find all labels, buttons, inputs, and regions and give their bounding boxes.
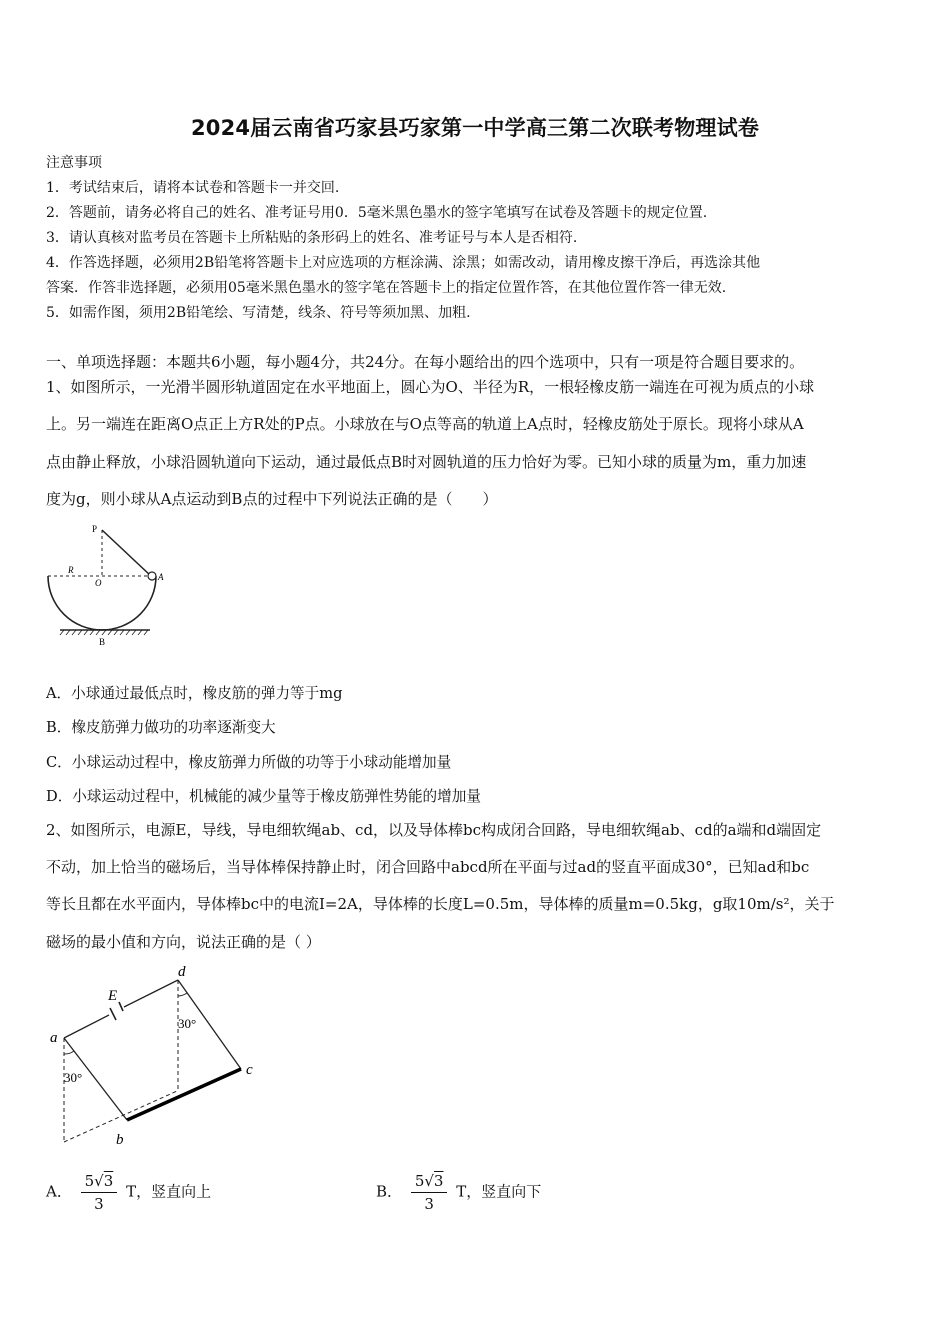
wire-a-to-source: [64, 1015, 109, 1038]
label-angle-a: 30°: [64, 1070, 83, 1085]
section-heading: 一、单项选择题：本题共6小题，每小题4分，共24分。在每小题给出的四个选项中，只有一项是符合题目要求的。: [46, 353, 805, 371]
label-d-pt: d: [178, 964, 186, 980]
battery-plate-1: [110, 1008, 116, 1020]
notice-item-4: 4．作答选择题，必须用2B铅笔将答题卡上对应选项的方框涂满、涂黑；如需改动，请用橡皮擦干净后，再选涂其他: [46, 255, 761, 271]
label-b-pt: b: [116, 1132, 124, 1148]
q2-option-a-coef: 5: [84, 1172, 95, 1190]
battery-plate-2: [119, 1002, 123, 1011]
q2-figure: [44, 958, 274, 1150]
q1-line-2: 上。另一端连在距离O点正上方R处的P点。小球放在与O点等高的轨道上A点时，轻橡皮筋处于原长。现将小球从A: [46, 415, 804, 433]
angle-arc-a: [64, 1051, 74, 1054]
q1-line-4: 度为g，则小球从A点运动到B点的过程中下列说法正确的是（ ）: [46, 490, 498, 508]
q1-line-1: 1、如图所示，一光滑半圆形轨道固定在水平地面上，圆心为O、半径为R，一根轻橡皮筋一端连在可视为质点的小球: [46, 378, 815, 396]
q2-option-b-letter: B．: [376, 1182, 403, 1201]
q2-option-b-root: 3: [433, 1172, 444, 1190]
angle-arc-d: [178, 993, 187, 996]
label-a: A: [158, 572, 164, 582]
rubber-band: [102, 530, 151, 576]
label-p: P: [92, 524, 98, 534]
ball-icon: [148, 572, 156, 580]
q2-option-b-den: 3: [424, 1195, 434, 1213]
wire-source-to-d: [124, 980, 178, 1007]
q2-line-4: 磁场的最小值和方向，说法正确的是（ ）: [46, 933, 321, 951]
q2-option-b-coef: 5: [414, 1172, 425, 1190]
q1-line-3: 点由静止释放，小球沿圆轨道向下运动，通过最低点B时对圆轨道的压力恰好为零。已知小球的质量为m，重力加速: [46, 453, 807, 471]
label-a-pt: a: [50, 1030, 58, 1046]
q2-option-b: [376, 1172, 541, 1213]
label-o: O: [95, 578, 102, 588]
label-c-pt: c: [246, 1062, 253, 1078]
notice-item-2: 2．答题前，请务必将自己的姓名、准考证号用0．5毫米黑色墨水的签字笔填写在试卷及答题卡的规定位置.: [46, 205, 708, 221]
q1-option-d: D．小球运动过程中，机械能的减少量等于橡皮筋弹性势能的增加量: [46, 788, 481, 805]
q2-option-b-fraction: $\frac{5√3}{3}$: [411, 1172, 448, 1213]
notice-heading: 注意事项: [46, 155, 102, 171]
page-title: 2024届云南省巧家县巧家第一中学高三第二次联考物理试卷: [190, 116, 760, 140]
q2-option-a-den: 3: [94, 1195, 104, 1213]
notice-item-4-cont: 答案．作答非选择题，必须用05毫米黑色墨水的签字笔在答题卡上的指定位置作答，在其他位置作答一律无效.: [46, 280, 727, 296]
q2-line-2: 不动，加上恰当的磁场后，当导体棒保持静止时，闭合回路中abcd所在平面与过ad的竖直平面成30°，已知ad和bc: [46, 858, 810, 876]
q2-option-a-fraction: $\frac{5√3}{3}$: [81, 1172, 118, 1213]
q2-option-a-root: 3: [103, 1172, 114, 1190]
label-angle-d: 30°: [178, 1016, 197, 1031]
q2-line-3: 等长且都在水平面内，导体棒bc中的电流I=2A，导体棒的长度L=0.5m，导体棒的质量m=0.5kg，g取10m/s²，关于: [46, 895, 835, 913]
notice-item-1: 1．考试结束后，请将本试卷和答题卡一并交回.: [46, 180, 340, 196]
q2-option-a: [46, 1172, 211, 1213]
q2-line-1: 2、如图所示，电源E，导线，导电细软绳ab、cd，以及导体棒bc构成闭合回路，导电细软绳ab、cd的a端和d端固定: [46, 821, 822, 839]
q1-option-a: A．小球通过最低点时，橡皮筋的弹力等于mg: [46, 685, 343, 702]
q2-option-a-text: T，竖直向上: [126, 1182, 212, 1201]
semicircle-track: [48, 576, 156, 630]
label-r: R: [68, 565, 74, 575]
notice-item-3: 3．请认真核对监考员在答题卡上所粘贴的条形码上的姓名、准考证号与本人是否相符.: [46, 230, 578, 246]
label-b: B: [99, 637, 106, 647]
notice-item-5: 5．如需作图，须用2B铅笔绘、写清楚，线条、符号等须加黑、加粗.: [46, 305, 471, 321]
q1-figure: [40, 518, 170, 650]
q2-option-b-text: T，竖直向下: [456, 1182, 542, 1201]
conductor-rod-bc: [127, 1069, 241, 1120]
q1-option-b: B．橡皮筋弹力做功的功率逐渐变大: [46, 719, 276, 736]
q1-option-c: C．小球运动过程中，橡皮筋弹力所做的功等于小球动能增加量: [46, 754, 452, 771]
label-e: E: [108, 988, 118, 1004]
q2-option-a-letter: A．: [46, 1182, 72, 1201]
